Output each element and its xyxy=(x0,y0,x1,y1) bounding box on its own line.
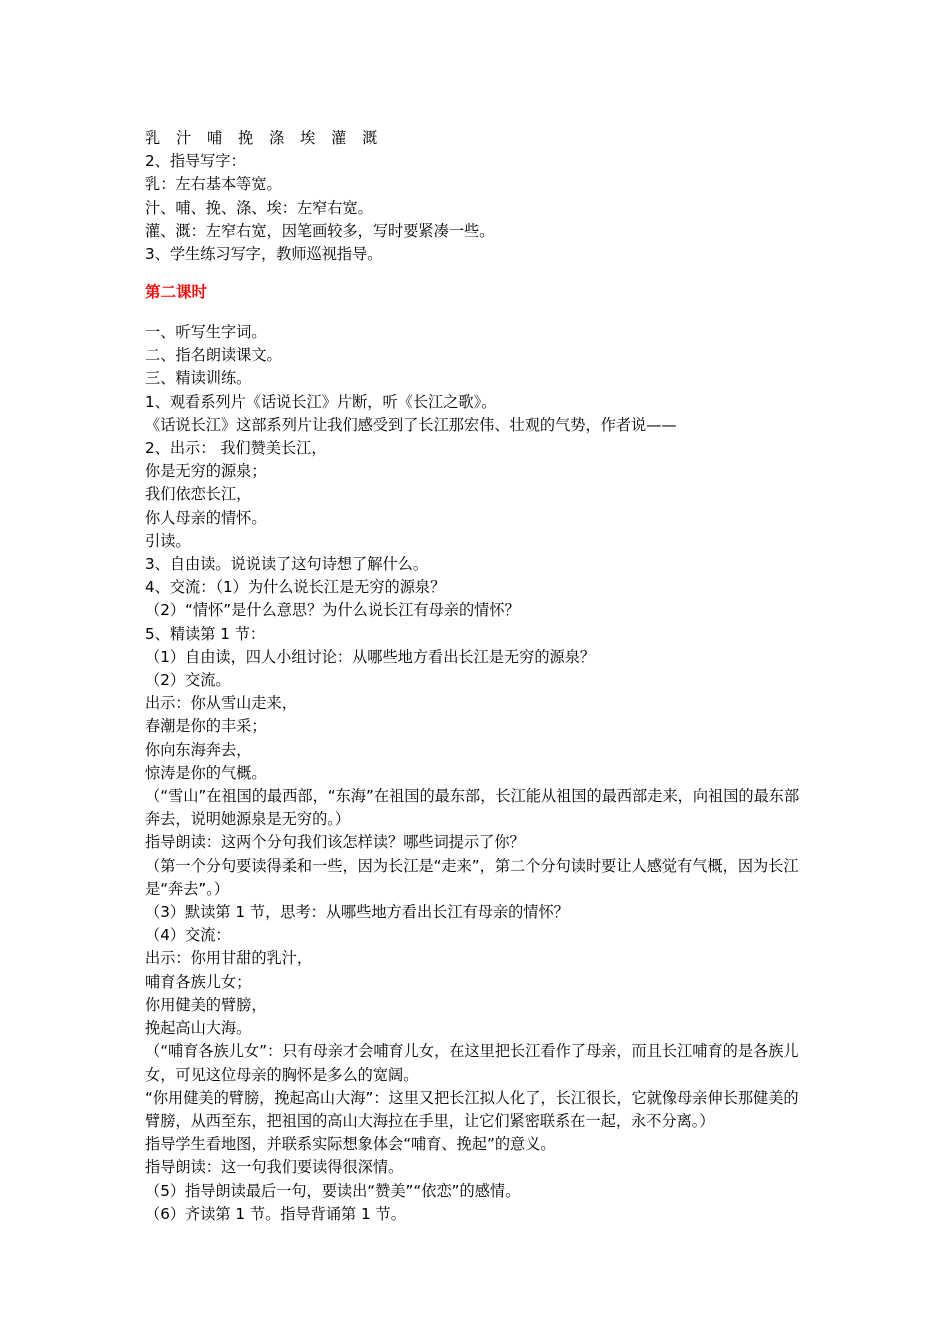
text-line: （4）交流： xyxy=(145,926,231,945)
section-heading: 第二课时 xyxy=(145,283,208,301)
text-line: 3、自由读。说说读了这句诗想了解什么。 xyxy=(145,555,429,574)
text-line: 3、学生练习写字，教师巡视指导。 xyxy=(145,245,383,264)
text-line: 乳：左右基本等宽。 xyxy=(145,175,282,194)
lesson-two-block xyxy=(145,321,825,1226)
poem-line: 你向东海奔去， xyxy=(145,740,252,759)
writing-guidance-block xyxy=(145,127,825,266)
explanation-paragraph: “你用健美的臂膀，挽起高山大海”：这里又把长江拟人化了，长江很长，它就像母亲伸长那健美的臂膀，从西至东，把祖国的高山大海拉在手里，让它们紧密联系在一起，永不分离。） xyxy=(145,1088,799,1130)
text-line: 1、观看系列片《话说长江》片断，听《长江之歌》。 xyxy=(145,392,497,411)
poem-line: 惊涛是你的气概。 xyxy=(145,763,267,782)
poem-line: 哺育各族儿女； xyxy=(145,972,252,991)
text-line: 指导朗读：这两个分句我们该怎样读？哪些词提示了你？ xyxy=(145,833,525,852)
text-line: 一、听写生字词。 xyxy=(145,323,267,341)
text-line: 指导朗读：这一句我们要读得很深情。 xyxy=(145,1158,404,1177)
explanation-paragraph: （第一个分句要读得柔和一些，因为长江是“走来”，第二个分句读时要让人感觉有气概，因为长江是“奔去”。） xyxy=(145,856,799,898)
text-line: 汁、哺、挽、涤、埃：左窄右宽。 xyxy=(145,198,373,217)
text-line: （2）“情怀”是什么意思？为什么说长江有母亲的情怀？ xyxy=(145,601,520,620)
poem-line: 挽起高山大海。 xyxy=(145,1019,252,1038)
text-line: 《话说长江》这部系列片让我们感受到了长江那宏伟、壮观的气势，作者说—— xyxy=(145,415,677,434)
text-line: 5、精读第 1 节： xyxy=(145,624,266,643)
text-line: （3）默读第 1 节，思考：从哪些地方看出长江有母亲的情怀？ xyxy=(145,903,569,922)
poem-line: 出示：你从雪山走来， xyxy=(145,694,297,713)
explanation-paragraph: （“哺育各族儿女”：只有母亲才会哺育儿女，在这里把长江看作了母亲，而且长江哺育的是各族儿女，可见这位母亲的胸怀是多么的宽阔。 xyxy=(145,1042,799,1084)
text-line: （6）齐读第 1 节。指导背诵第 1 节。 xyxy=(145,1204,406,1223)
text-line: 引读。 xyxy=(145,531,191,550)
text-line: （1）自由读，四人小组讨论：从哪些地方看出长江是无穷的源泉？ xyxy=(145,647,596,666)
poem-line: 我们依恋长江， xyxy=(145,485,252,504)
poem-line: 春潮是你的丰采； xyxy=(145,717,267,736)
text-line: （2）交流。 xyxy=(145,671,231,690)
poem-line: 你用健美的臂膀， xyxy=(145,995,267,1014)
poem-line: 出示：你用甘甜的乳汁， xyxy=(145,949,313,968)
text-line: （5）指导朗读最后一句，要读出“赞美”“依恋”的感情。 xyxy=(145,1181,521,1200)
poem-line: 你人母亲的情怀。 xyxy=(145,508,267,527)
text-line: 指导学生看地图，并联系实际想象体会“哺育、挽起”的意义。 xyxy=(145,1135,556,1154)
text-line: 二、指名朗读课文。 xyxy=(145,346,282,365)
explanation-paragraph: （“雪山”在祖国的最西部，“东海”在祖国的最东部，长江能从祖国的最西部走来，向祖国的最东部奔去，说明她源泉是无穷的。） xyxy=(145,787,800,829)
text-line: 2、指导写字： xyxy=(145,152,246,171)
character-list: 乳 汁 哺 挽 涤 埃 灌 溉 xyxy=(145,129,378,147)
text-line: 灌、溉：左窄右宽，因笔画较多，写时要紧凑一些。 xyxy=(145,221,495,240)
text-line: 三、精读训练。 xyxy=(145,369,252,388)
text-line: 4、交流：（1）为什么说长江是无穷的源泉？ xyxy=(145,578,446,597)
poem-line: 你是无穷的源泉； xyxy=(145,462,267,481)
text-line: 2、出示： 我们赞美长江， xyxy=(145,439,327,458)
